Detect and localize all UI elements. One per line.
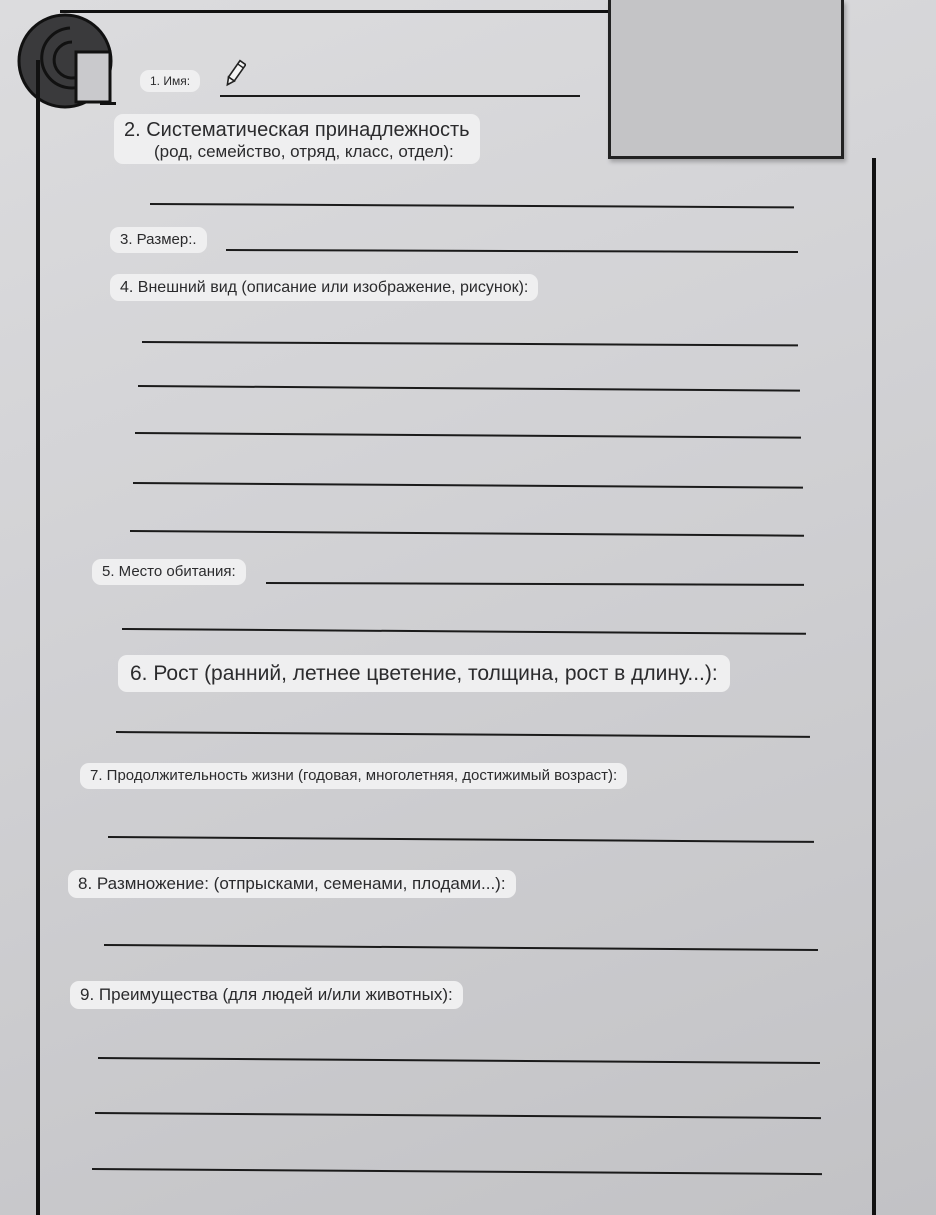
- q5-answer-line-2[interactable]: [122, 628, 806, 635]
- q5-habitat-label: 5. Место обитания:: [92, 559, 246, 585]
- q6-growth-label: 6. Рост (ранний, летнее цветение, толщина, рост в длину...):: [118, 655, 730, 692]
- q4-answer-line-1[interactable]: [142, 341, 798, 346]
- q9-answer-line-2[interactable]: [95, 1112, 821, 1119]
- q3-answer-line[interactable]: [226, 249, 798, 253]
- scroll-curl-edge: [100, 102, 116, 105]
- q2-line2: (род, семейство, отряд, класс, отдел):: [154, 142, 454, 161]
- q4-appearance-label: 4. Внешний вид (описание или изображение, рисунок):: [110, 274, 538, 301]
- q9-answer-line-3[interactable]: [92, 1168, 822, 1175]
- scroll-top-edge: [60, 10, 620, 13]
- pencil-icon: [224, 58, 246, 88]
- q1-name-label: 1. Имя:: [140, 70, 200, 92]
- q3-size-label: 3. Размер:.: [110, 227, 207, 253]
- q4-answer-line-2[interactable]: [138, 385, 800, 392]
- q2-systematic-label: [114, 114, 480, 164]
- scroll-curl-icon: [10, 6, 120, 116]
- q8-answer-line[interactable]: [104, 944, 818, 951]
- q6-answer-line[interactable]: [116, 731, 810, 738]
- q1-answer-line[interactable]: [220, 95, 580, 97]
- q7-answer-line[interactable]: [108, 836, 814, 843]
- q9-answer-line-1[interactable]: [98, 1057, 820, 1064]
- scroll-right-edge: [872, 158, 876, 1215]
- q2-answer-line[interactable]: [150, 203, 794, 208]
- q4-answer-line-4[interactable]: [133, 482, 803, 489]
- q2-line1: 2. Систематическая принадлежность: [124, 119, 470, 141]
- q7-lifespan-label: 7. Продолжительность жизни (годовая, многолетняя, достижимый возраст):: [80, 763, 627, 789]
- q9-benefits-label: 9. Преимущества (для людей и/или животных):: [70, 981, 463, 1009]
- q4-answer-line-3[interactable]: [135, 432, 801, 439]
- photo-placeholder-box[interactable]: [608, 0, 844, 159]
- q5-answer-line-1[interactable]: [266, 582, 804, 586]
- q8-reproduction-label: 8. Размножение: (отпрысками, семенами, плодами...):: [68, 870, 516, 898]
- q4-answer-line-5[interactable]: [130, 530, 804, 537]
- scroll-left-edge: [36, 60, 40, 1215]
